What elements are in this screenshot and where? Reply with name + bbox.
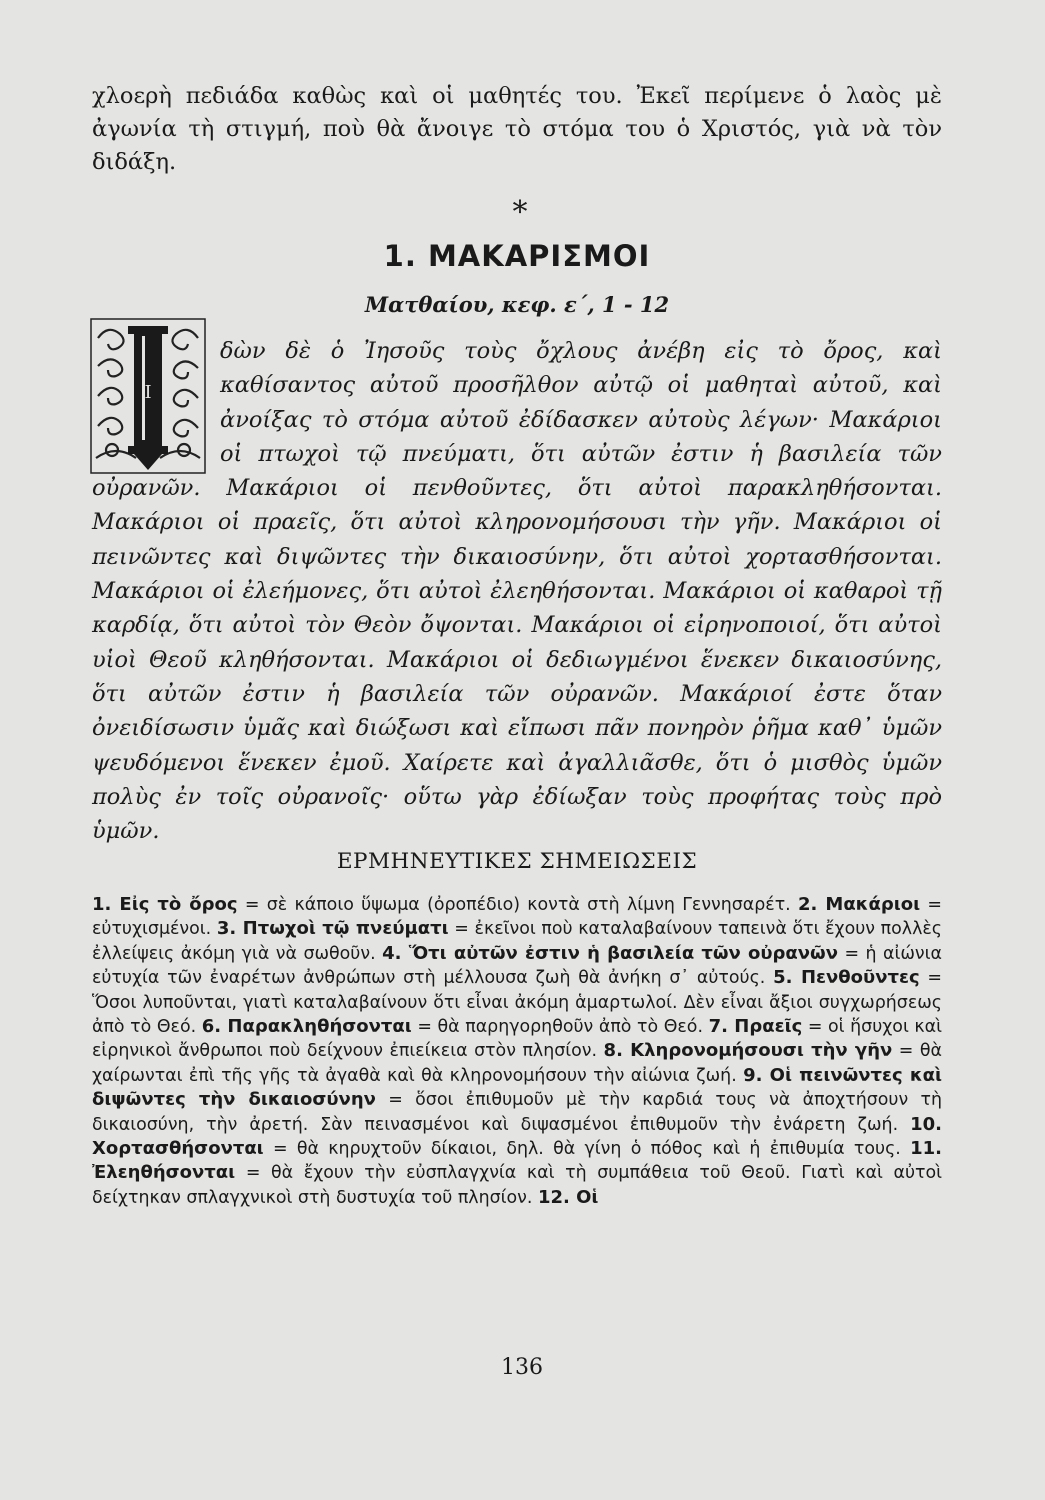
section-title: 1. ΜΑΚΑΡΙΣΜΟΙ: [383, 239, 651, 273]
notes-heading: ΕΡΜΗΝΕΥΤΙΚΕΣ ΣΗΜΕΙΩΣΕΙΣ: [336, 849, 698, 874]
note-definition: = θὰ παρηγορηθοῦν ἀπὸ τὸ Θεό.: [411, 1017, 703, 1038]
note-term: 8. Κληρονομήσουσι τὴν γῆν: [603, 1040, 893, 1062]
note-definition: = θὰ ἔχουν τὴν εὐσπλαγχνία καὶ τὴ συμπάθεια τοῦ Θεοῦ. Γιατὶ καὶ αὐτοὶ δείχτηκαν σπλαγχνικοὶ στὴ δυστυχία τοῦ πλησίον.: [92, 1163, 942, 1208]
note-definition: = εὐτυχισμένοι.: [92, 895, 942, 940]
page-number: 136: [501, 1355, 543, 1380]
note-definition: = θὰ κηρυχτοῦν δίκαιοι, δηλ. θὰ γίνη ὁ πόθος καὶ ἡ ἐπιθυμία τους.: [263, 1139, 901, 1160]
section-separator-asterisk: *: [512, 195, 528, 230]
note-item: [538, 1188, 598, 1208]
intro-paragraph: χλοερὴ πεδιάδα καθὼς καὶ οἱ μαθητές του. Ἐκεῖ περίμενε ὁ λαὸς μὲ ἀγωνία τὴ στιγμή, ποὺ θὰ ἄνοιγε τὸ στόμα του ὁ Χριστός, γιὰ νὰ τὸν διδάξη.: [92, 83, 942, 175]
note-term: 1. Εἰς τὸ ὄρος: [92, 894, 238, 915]
gospel-text: [92, 334, 942, 848]
note-term: 6. Παρακληθήσονται: [201, 1016, 412, 1038]
note-term: 3. Πτωχοὶ τῷ πνεύματι: [216, 918, 449, 940]
note-definition: = ὅσοι ἐπιθυμοῦν μὲ τὴν καρδιά τους νὰ ἀποχτήσουν τὴ δικαιοσύνη, τὴν ἀρετή. Σὰν πεινασμένοι καὶ διψασμένοι ἐπιθυμοῦν τὴν ἐνάρετη ζωή.: [92, 1090, 942, 1135]
note-item: [202, 1017, 703, 1037]
note-definition: = σὲ κάποιο ὕψωμα (ὀροπέδιο) κοντὰ στὴ λίμνη Γεννησαρέτ.: [237, 895, 791, 915]
note-term: 10. Χορτασθήσονται: [92, 1113, 943, 1160]
gospel-body: δὼν δὲ ὁ Ἰησοῦς τοὺς ὄχλους ἀνέβη εἰς τὸ ὄρος, καὶ καθίσαντος αὐτοῦ προσῆλθον αὐτῷ οἱ μαθηταὶ αὐτοῦ, καὶ ἀνοίξας τὸ στόμα αὐτοῦ ἐδίδασκεν αὐτοὺς λέγων· Μακάριοι οἱ πτωχοὶ τῷ πνεύματι, ὅτι αὐτῶν ἐστιν ἡ βασιλεία τῶν οὐρανῶν. Μακάριοι οἱ πενθοῦντες, ὅτι αὐτοὶ παρακληθήσονται. Μακάριοι οἱ πραεῖς, ὅτι αὐτοὶ κληρονομήσουσι τὴν γῆν. Μακάριοι οἱ πεινῶντες καὶ διψῶντες τὴν δικαιοσύνην, ὅτι αὐτοὶ χορτασθήσονται. Μακάριοι οἱ ἐλεήμονες, ὅτι αὐτοὶ ἐλεηθήσονται. Μακάριοι οἱ καθαροὶ τῇ καρδίᾳ, ὅτι αὐτοὶ τὸν Θεὸν ὄψονται. Μακάριοι οἱ εἰρηνοποιοί, ὅτι αὐτοὶ υἱοὶ Θεοῦ κληθήσονται. Μακάριοι οἱ δεδιωγμένοι ἕνεκεν δικαιοσύνης, ὅτι αὐτῶν ἐστιν ἡ βασιλεία τῶν οὐρανῶν. Μακάριοί ἐστε ὅταν ὀνειδίσωσιν ὑμᾶς καὶ διώξωσι καὶ εἴπωσι πᾶν πονηρὸν ῥῆμα καθ᾿ ὑμῶν ψευδόμενοι ἕνεκεν ἐμοῦ. Χαίρετε καὶ ἀγαλλιᾶσθε, ὅτι ὁ μισθὸς ὑμῶν πολὺς ἐν τοῖς οὐρανοῖς· οὕτω γὰρ ἐδίωξαν τοὺς προφήτας τοὺς πρὸ ὑμῶν.: [92, 338, 942, 845]
scripture-reference: Ματθαίου, κεφ. ε΄, 1 - 12: [364, 292, 670, 317]
note-item: [92, 895, 791, 915]
note-definition: = ἐκεῖνοι ποὺ καταλαβαίνουν ταπεινὰ ὅτι ἔχουν πολλὲς ἐλλείψεις ἀκόμη γιὰ νὰ σωθοῦν.: [92, 919, 942, 964]
note-term: 11. Ἐλεηθήσονται: [92, 1138, 942, 1184]
note-term: 5. Πενθοῦντες: [773, 967, 920, 989]
note-definition: = Ὅσοι λυποῦνται, γιατὶ καταλαβαίνουν ὅτι εἶναι ἀκόμη ἁμαρτωλοί. Δὲν εἶναι ἄξιοι συγχωρήσεως ἀπὸ τὸ Θεό.: [92, 968, 942, 1038]
svg-text:Ι: Ι: [144, 382, 152, 403]
note-definition: = θὰ χαίρωνται ἐπὶ τῆς γῆς τὰ ἀγαθὰ καὶ θὰ κληρονομήσουν τὴν αἰώνια ζωή.: [92, 1041, 942, 1086]
note-term: 9. Οἱ πεινῶντες καὶ διψῶντες τὴν δικαιοσύνην: [92, 1064, 943, 1111]
note-definition: = οἱ ἥσυχοι καὶ εἰρηνικοὶ ἄνθρωποι ποὺ δείχνουν ἐπιείκεια στὸν πλησίον.: [92, 1017, 943, 1062]
note-term: 2. Μακάριοι: [798, 894, 921, 915]
note-term: 7. Πραεῖς: [708, 1016, 803, 1038]
explanatory-notes: [92, 893, 942, 1210]
note-definition: = ἡ αἰώνια εὐτυχία τῶν ἐναρέτων ἀνθρώπων στὴ μέλλουσα ζωὴ θὰ ἀνήκη σ᾿ αὐτούς.: [92, 943, 942, 989]
note-term: 12. Οἱ: [537, 1186, 599, 1208]
note-term: 4. Ὅτι αὐτῶν ἐστιν ἡ βασιλεία τῶν οὐρανῶν: [382, 942, 838, 964]
